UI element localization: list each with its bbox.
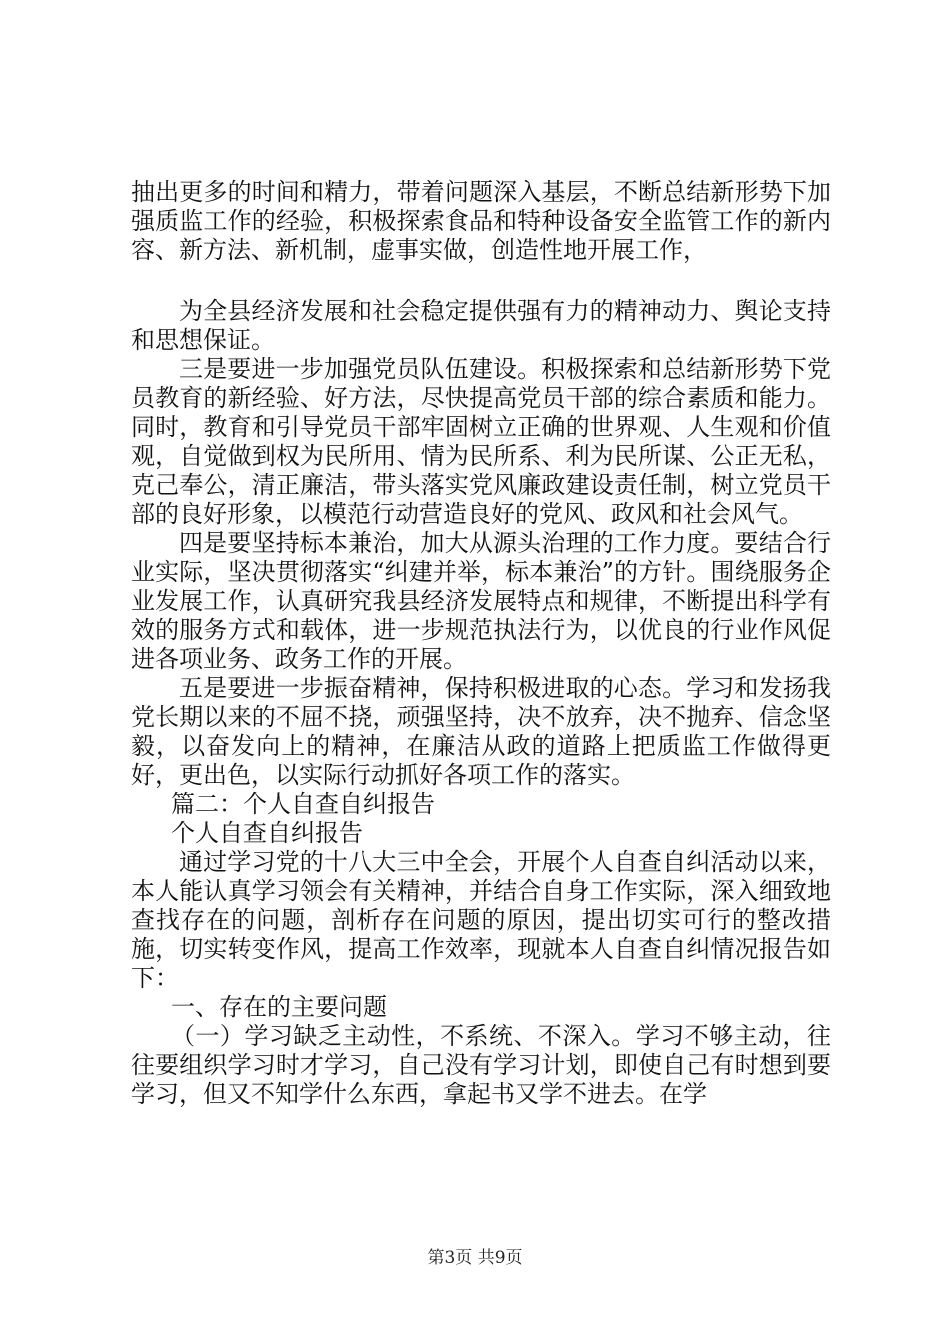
paragraph-intro: 通过学习党的十八大三中全会，开展个人自查自纠活动以来，本人能认真学习领会有关精神，并结合自身工作实际，深入细致地查找存在的问题，剖析存在问题的原因，提出切实可行的整改措施，切实转变作风，提高工作效率，现就本人自查自纠情况报告如下： [131, 848, 831, 992]
paragraph-support: 为全县经济发展和社会稳定提供强有力的精神动力、舆论支持和思想保证。 [131, 297, 831, 354]
text-block-top [131, 178, 831, 265]
document-title: 个人自查自纠报告 [171, 819, 363, 847]
paragraph-point-three: 三是要进一步加强党员队伍建设。积极探索和总结新形势下党员教育的新经验、好方法，尽快提高党员干部的综合素质和能力。同时，教育和引导党员干部牢固树立正确的世界观、人生观和价值观，自觉做到权为民所用、情为民所系、利为民所谋、公正无私，克己奉公，清正廉洁，带头落实党风廉政建设责任制，树立党员干部的良好形象，以模范行动营造良好的党风、政风和社会风气。 [131, 355, 831, 528]
page-footer [0, 1248, 950, 1268]
paragraph-problem-one: （一）学习缺乏主动性，不系统、不深入。学习不够主动，往往要组织学习时才学习，自己没有学习计划，即使自己有时想到要学习，但又不知学什么东西，拿起书又学不进去。在学 [131, 1022, 831, 1108]
paragraph-continuation: 抽出更多的时间和精力，带着问题深入基层，不断总结新形势下加强质监工作的经验，积极探索食品和特种设备安全监管工作的新内容、新方法、新机制，虚事实做，创造性地开展工作， [131, 178, 831, 264]
paragraph-point-five: 五是要进一步振奋精神，保持积极进取的心态。学习和发扬我党长期以来的不屈不挠，顽强坚持，决不放弃，决不抛弃、信念坚毅，以奋发向上的精神，在廉洁从政的道路上把质监工作做得更好，更出色，以实际行动抓好各项工作的落实。 [131, 674, 831, 789]
paragraph-point-four: 四是要坚持标本兼治，加大从源头治理的工作力度。要结合行业实际，坚决贯彻落实“纠建并举，标本兼治”的方针。围绕服务企业发展工作，认真研究我县经济发展特点和规律，不断提出科学有效的服务方式和载体，进一步规范执法行为，以优良的行业作风促进各项业务、政务工作的开展。 [131, 529, 831, 673]
text-block-main [131, 297, 831, 1109]
section-heading: 篇二：个人自查自纠报告 [171, 790, 435, 818]
subsection-heading: 一、存在的主要问题 [171, 993, 387, 1021]
page-indicator: 第3页 共9页 [427, 1248, 523, 1268]
